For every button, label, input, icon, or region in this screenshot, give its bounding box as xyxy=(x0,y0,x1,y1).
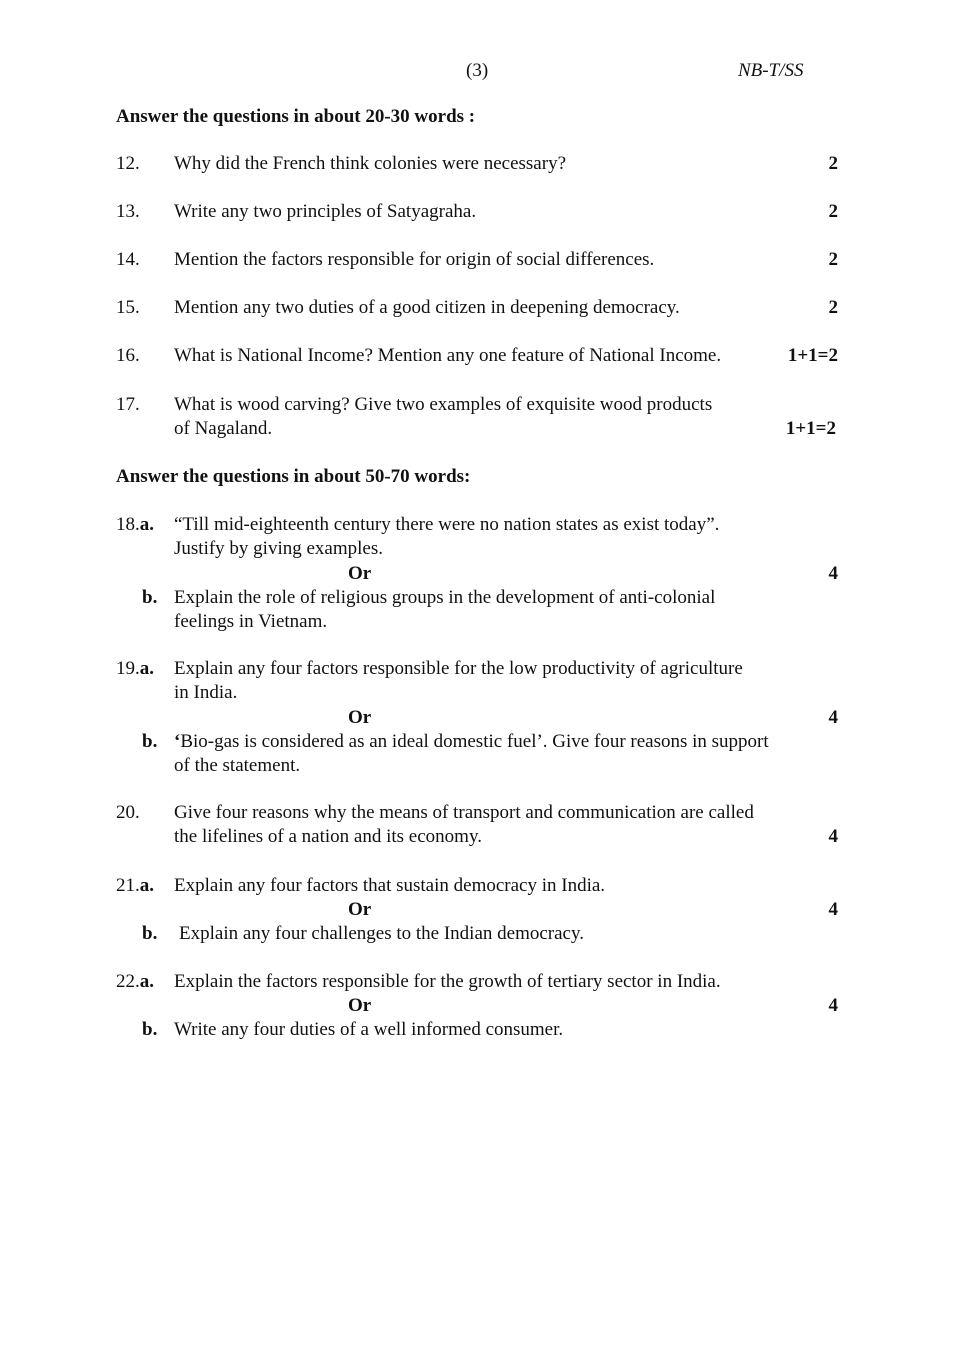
question-marks: 2 xyxy=(828,249,838,270)
question-number: 17. xyxy=(116,394,140,415)
question-number: 20. xyxy=(116,802,140,823)
section-heading-long: Answer the questions in about 50-70 words: xyxy=(116,466,471,487)
question-marks: 2 xyxy=(828,201,838,222)
question-text: Mention any two duties of a good citizen in deepening democracy. xyxy=(174,297,680,318)
question-number: 14. xyxy=(116,249,140,270)
question-marks: 4 xyxy=(828,899,838,920)
question-text: Justify by giving examples. xyxy=(174,538,383,559)
question-text: What is National Income? Mention any one feature of National Income. xyxy=(174,345,722,366)
question-text: “Till mid-eighteenth century there were no nation states as exist today”. xyxy=(174,514,720,535)
question-number: 12. xyxy=(116,153,140,174)
question-text: Explain any four factors that sustain democracy in India. xyxy=(174,875,606,896)
question-text: ‘Bio-gas is considered as an ideal domestic fuel’. Give four reasons in support xyxy=(174,731,769,752)
question-marks: 4 xyxy=(828,707,838,728)
question-text: feelings in Vietnam. xyxy=(174,611,328,632)
question-text: Why did the French think colonies were necessary? xyxy=(174,153,567,174)
question-marks: 4 xyxy=(828,995,838,1016)
or-separator: Or xyxy=(348,899,372,920)
question-number: 22.a. xyxy=(116,971,154,992)
question-number: 21.a. xyxy=(116,875,154,896)
question-text: Write any two principles of Satyagraha. xyxy=(174,201,477,222)
or-separator: Or xyxy=(348,995,372,1016)
section-heading-short: Answer the questions in about 20-30 words : xyxy=(116,106,476,127)
question-text: in India. xyxy=(174,682,238,703)
question-number: 13. xyxy=(116,201,140,222)
option-label: b. xyxy=(142,1019,158,1040)
page-number: (3) xyxy=(466,60,489,81)
question-number: 16. xyxy=(116,345,140,366)
question-number: 19.a. xyxy=(116,658,154,679)
question-text: Explain the factors responsible for the growth of tertiary sector in India. xyxy=(174,971,721,992)
question-marks: 2 xyxy=(828,297,838,318)
question-text: Explain any four challenges to the Indian democracy. xyxy=(179,923,585,944)
question-text: Write any four duties of a well informed consumer. xyxy=(174,1019,564,1040)
question-marks: 1+1=2 xyxy=(787,345,838,366)
question-marks: 2 xyxy=(828,153,838,174)
question-marks: 1+1=2 xyxy=(785,418,836,439)
option-label: b. xyxy=(142,923,158,944)
question-text: What is wood carving? Give two examples of exquisite wood products xyxy=(174,394,713,415)
question-text: Mention the factors responsible for origin of social differences. xyxy=(174,249,655,270)
question-marks: 4 xyxy=(828,826,838,847)
question-number: 18.a. xyxy=(116,514,154,535)
or-separator: Or xyxy=(348,707,372,728)
question-text: Explain any four factors responsible for the low productivity of agriculture xyxy=(174,658,743,679)
question-text: of the statement. xyxy=(174,755,301,776)
question-number: 15. xyxy=(116,297,140,318)
question-text: the lifelines of a nation and its economy. xyxy=(174,826,482,847)
question-marks: 4 xyxy=(828,563,838,584)
or-separator: Or xyxy=(348,563,372,584)
paper-code: NB-T/SS xyxy=(738,60,804,81)
option-label: b. xyxy=(142,731,158,752)
question-text: of Nagaland. xyxy=(174,418,273,439)
question-text: Explain the role of religious groups in the development of anti-colonial xyxy=(174,587,716,608)
option-label: b. xyxy=(142,587,158,608)
question-text: Give four reasons why the means of transport and communication are called xyxy=(174,802,754,823)
